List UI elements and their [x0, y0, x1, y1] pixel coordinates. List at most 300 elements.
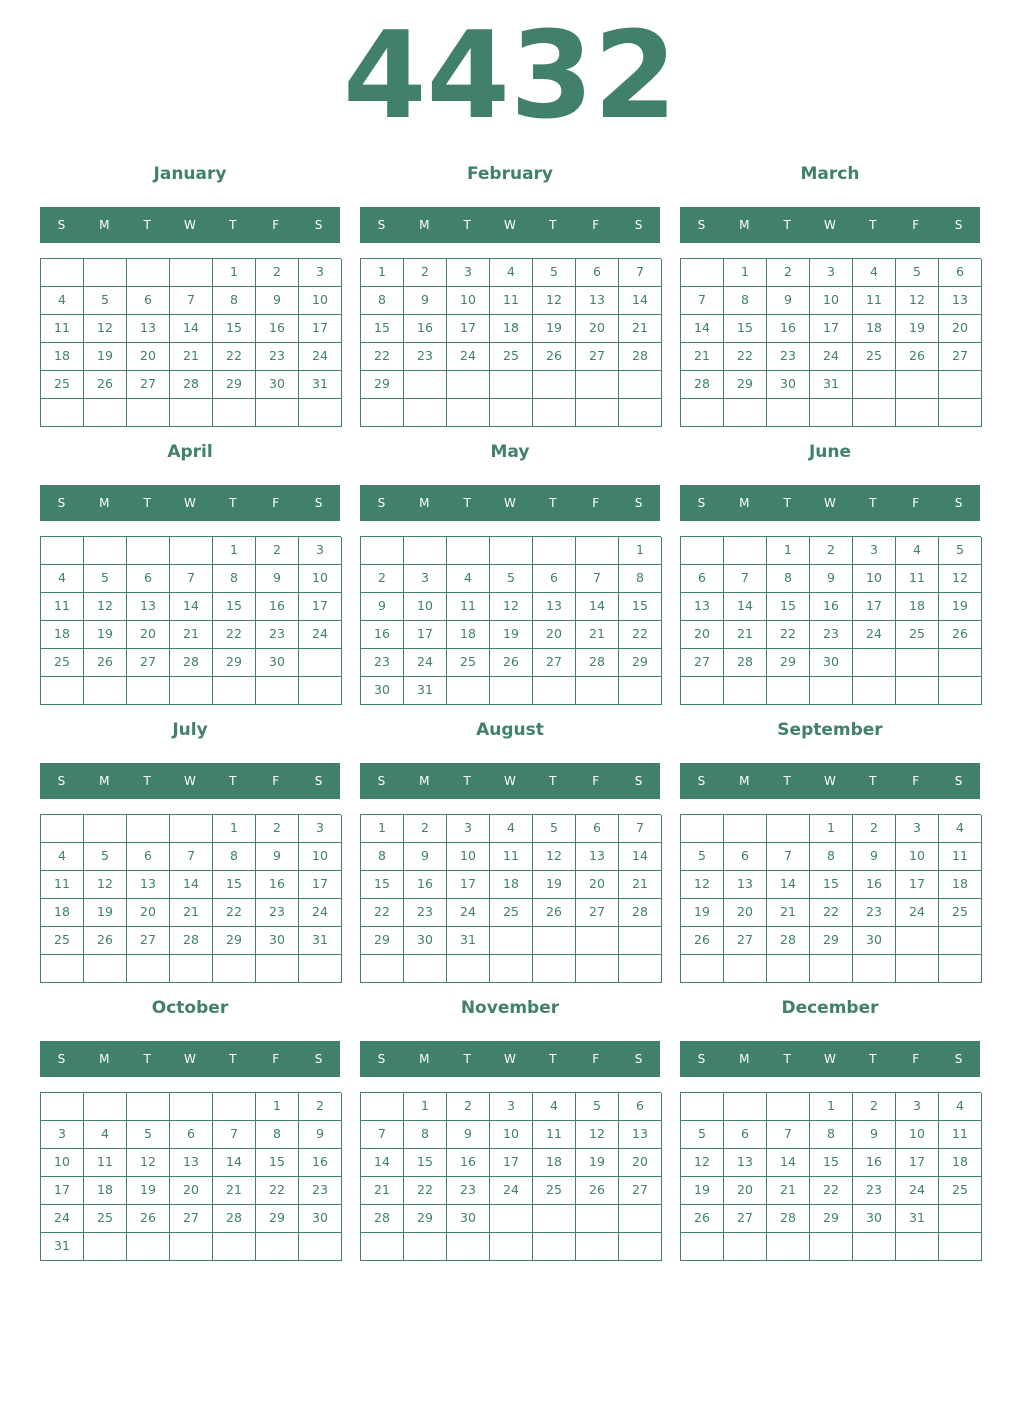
- day-cell: [213, 955, 256, 983]
- day-cell: 28: [170, 927, 213, 955]
- weekday-label: W: [824, 496, 836, 510]
- day-cell: 22: [404, 1177, 447, 1205]
- day-cell: 11: [533, 1121, 576, 1149]
- day-cell: 31: [447, 927, 490, 955]
- day-cell: [299, 1233, 342, 1261]
- day-cell: [490, 677, 533, 705]
- day-cell: 4: [490, 259, 533, 287]
- day-cell: [533, 537, 576, 565]
- day-cell: 31: [299, 927, 342, 955]
- day-cell: 26: [84, 649, 127, 677]
- day-cell: 10: [896, 843, 939, 871]
- weekday-label: S: [634, 496, 643, 510]
- day-cell: 6: [576, 259, 619, 287]
- day-cell: [853, 1233, 896, 1261]
- day-cell: 28: [619, 343, 662, 371]
- day-cell: 16: [256, 593, 299, 621]
- day-cell: 11: [939, 843, 982, 871]
- day-cell: 1: [361, 815, 404, 843]
- day-cell: 8: [361, 843, 404, 871]
- weekday-label: F: [272, 1052, 280, 1066]
- weekday-label: F: [592, 496, 600, 510]
- weekday-label: S: [377, 774, 386, 788]
- day-cell: [810, 955, 853, 983]
- day-cell: 30: [767, 371, 810, 399]
- day-cell: [447, 955, 490, 983]
- weekday-header: [680, 763, 980, 799]
- day-cell: 22: [767, 621, 810, 649]
- day-cell: [84, 1233, 127, 1261]
- day-cell: [939, 1205, 982, 1233]
- day-grid: [360, 814, 661, 983]
- day-cell: [170, 815, 213, 843]
- day-cell: 20: [619, 1149, 662, 1177]
- day-cell: 3: [299, 815, 342, 843]
- day-cell: [170, 259, 213, 287]
- day-cell: [619, 1233, 662, 1261]
- day-cell: 31: [41, 1233, 84, 1261]
- day-cell: 6: [724, 1121, 767, 1149]
- day-cell: 27: [170, 1205, 213, 1233]
- day-cell: 10: [299, 287, 342, 315]
- day-cell: [490, 955, 533, 983]
- month-name: June: [808, 442, 852, 462]
- day-cell: 27: [127, 649, 170, 677]
- day-cell: 2: [256, 537, 299, 565]
- day-cell: 11: [41, 593, 84, 621]
- day-cell: 20: [576, 871, 619, 899]
- day-cell: [361, 537, 404, 565]
- day-cell: [619, 399, 662, 427]
- day-cell: 18: [84, 1177, 127, 1205]
- day-cell: 22: [361, 899, 404, 927]
- day-cell: 15: [213, 871, 256, 899]
- day-cell: 14: [724, 593, 767, 621]
- day-cell: 13: [619, 1121, 662, 1149]
- day-cell: 17: [41, 1177, 84, 1205]
- day-cell: 14: [767, 1149, 810, 1177]
- day-cell: 7: [170, 843, 213, 871]
- day-cell: [724, 537, 767, 565]
- day-cell: 17: [896, 1149, 939, 1177]
- day-cell: 26: [84, 927, 127, 955]
- day-cell: 17: [299, 315, 342, 343]
- day-cell: 2: [404, 259, 447, 287]
- day-cell: 5: [84, 287, 127, 315]
- day-cell: 17: [810, 315, 853, 343]
- day-grid: [680, 536, 981, 705]
- day-cell: 15: [810, 1149, 853, 1177]
- weekday-label: S: [954, 496, 963, 510]
- day-cell: [810, 399, 853, 427]
- day-cell: 3: [896, 815, 939, 843]
- day-cell: [84, 1093, 127, 1121]
- day-cell: 3: [896, 1093, 939, 1121]
- day-cell: 6: [939, 259, 982, 287]
- day-grid: [40, 258, 341, 427]
- day-cell: [127, 537, 170, 565]
- weekday-label: W: [824, 1052, 836, 1066]
- day-grid: [360, 1092, 661, 1261]
- day-cell: 28: [767, 927, 810, 955]
- day-cell: 28: [681, 371, 724, 399]
- day-cell: [447, 371, 490, 399]
- day-cell: 18: [490, 871, 533, 899]
- day-cell: 4: [939, 815, 982, 843]
- day-cell: 7: [681, 287, 724, 315]
- day-cell: 8: [361, 287, 404, 315]
- day-cell: 6: [127, 843, 170, 871]
- day-cell: [490, 927, 533, 955]
- day-cell: 28: [170, 649, 213, 677]
- day-cell: 19: [533, 871, 576, 899]
- weekday-label: S: [954, 218, 963, 232]
- day-cell: 16: [853, 871, 896, 899]
- day-cell: 29: [361, 927, 404, 955]
- day-cell: 3: [299, 537, 342, 565]
- day-cell: 24: [299, 899, 342, 927]
- weekday-label: F: [272, 218, 280, 232]
- day-cell: 9: [447, 1121, 490, 1149]
- day-cell: 3: [447, 815, 490, 843]
- weekday-label: M: [739, 496, 750, 510]
- day-cell: 12: [490, 593, 533, 621]
- day-cell: 25: [853, 343, 896, 371]
- day-cell: 29: [361, 371, 404, 399]
- day-cell: [41, 955, 84, 983]
- day-cell: 18: [41, 343, 84, 371]
- day-cell: 25: [896, 621, 939, 649]
- day-cell: [447, 1233, 490, 1261]
- day-cell: 16: [299, 1149, 342, 1177]
- day-cell: 23: [256, 343, 299, 371]
- day-cell: 7: [213, 1121, 256, 1149]
- day-cell: 16: [447, 1149, 490, 1177]
- day-cell: [724, 815, 767, 843]
- day-cell: [127, 677, 170, 705]
- day-cell: [299, 677, 342, 705]
- weekday-label: M: [99, 218, 110, 232]
- day-cell: 11: [853, 287, 896, 315]
- weekday-label: F: [912, 218, 920, 232]
- day-cell: [127, 1233, 170, 1261]
- weekday-label: S: [697, 774, 706, 788]
- day-cell: 14: [767, 871, 810, 899]
- day-cell: 26: [681, 1205, 724, 1233]
- day-cell: 18: [490, 315, 533, 343]
- month-name: February: [466, 164, 554, 184]
- weekday-label: T: [869, 774, 877, 788]
- day-cell: 15: [213, 315, 256, 343]
- day-cell: 14: [361, 1149, 404, 1177]
- day-cell: [490, 1233, 533, 1261]
- day-cell: 28: [361, 1205, 404, 1233]
- day-cell: [896, 399, 939, 427]
- day-cell: 11: [896, 565, 939, 593]
- day-cell: 21: [619, 315, 662, 343]
- day-cell: 6: [533, 565, 576, 593]
- day-cell: 12: [681, 871, 724, 899]
- weekday-label: F: [272, 774, 280, 788]
- day-cell: 15: [404, 1149, 447, 1177]
- day-cell: [447, 677, 490, 705]
- day-cell: [533, 927, 576, 955]
- day-cell: [681, 537, 724, 565]
- weekday-header: [40, 763, 340, 799]
- day-cell: 12: [939, 565, 982, 593]
- day-cell: 4: [490, 815, 533, 843]
- day-cell: 30: [256, 649, 299, 677]
- day-cell: 14: [619, 843, 662, 871]
- day-cell: 8: [213, 565, 256, 593]
- weekday-label: F: [912, 1052, 920, 1066]
- day-cell: 29: [213, 927, 256, 955]
- day-cell: 14: [213, 1149, 256, 1177]
- day-cell: [724, 677, 767, 705]
- day-cell: 20: [127, 621, 170, 649]
- day-cell: 27: [619, 1177, 662, 1205]
- weekday-label: T: [463, 774, 471, 788]
- day-cell: [361, 1093, 404, 1121]
- day-cell: [681, 1093, 724, 1121]
- day-cell: 30: [256, 927, 299, 955]
- day-cell: 25: [41, 649, 84, 677]
- weekday-label: S: [634, 218, 643, 232]
- day-grid: [40, 814, 341, 983]
- day-cell: 4: [41, 565, 84, 593]
- day-cell: [939, 955, 982, 983]
- day-cell: 24: [810, 343, 853, 371]
- day-cell: 16: [810, 593, 853, 621]
- day-cell: [361, 1233, 404, 1261]
- day-cell: 21: [170, 621, 213, 649]
- day-cell: 22: [810, 1177, 853, 1205]
- weekday-label: T: [549, 1052, 557, 1066]
- day-cell: 15: [767, 593, 810, 621]
- weekday-label: S: [314, 774, 323, 788]
- day-cell: 29: [256, 1205, 299, 1233]
- day-cell: 19: [681, 1177, 724, 1205]
- day-cell: 24: [896, 1177, 939, 1205]
- day-cell: 19: [127, 1177, 170, 1205]
- day-cell: 30: [853, 1205, 896, 1233]
- weekday-label: T: [783, 496, 791, 510]
- day-cell: [490, 371, 533, 399]
- day-cell: [361, 955, 404, 983]
- day-cell: 19: [490, 621, 533, 649]
- day-cell: 24: [447, 899, 490, 927]
- day-cell: 11: [490, 843, 533, 871]
- day-cell: 15: [256, 1149, 299, 1177]
- weekday-label: S: [377, 496, 386, 510]
- day-cell: 21: [681, 343, 724, 371]
- day-cell: 15: [724, 315, 767, 343]
- weekday-label: T: [549, 218, 557, 232]
- day-cell: [681, 399, 724, 427]
- weekday-label: T: [869, 1052, 877, 1066]
- day-cell: 1: [767, 537, 810, 565]
- day-cell: 14: [170, 593, 213, 621]
- day-cell: 26: [84, 371, 127, 399]
- day-grid: [680, 1092, 981, 1261]
- month-name: November: [460, 998, 560, 1018]
- day-cell: [767, 399, 810, 427]
- day-cell: 8: [810, 843, 853, 871]
- day-cell: 9: [404, 287, 447, 315]
- day-cell: 14: [576, 593, 619, 621]
- weekday-label: S: [314, 496, 323, 510]
- day-cell: [170, 955, 213, 983]
- day-cell: 12: [533, 287, 576, 315]
- day-cell: 24: [404, 649, 447, 677]
- weekday-label: F: [912, 774, 920, 788]
- day-cell: 23: [299, 1177, 342, 1205]
- day-cell: 27: [724, 927, 767, 955]
- day-cell: 23: [810, 621, 853, 649]
- day-cell: 10: [299, 843, 342, 871]
- day-cell: 1: [404, 1093, 447, 1121]
- day-cell: 31: [810, 371, 853, 399]
- day-cell: [213, 1233, 256, 1261]
- day-cell: 25: [533, 1177, 576, 1205]
- day-cell: 13: [127, 871, 170, 899]
- day-cell: 10: [447, 287, 490, 315]
- day-cell: 8: [256, 1121, 299, 1149]
- day-cell: 20: [724, 1177, 767, 1205]
- day-cell: 26: [939, 621, 982, 649]
- day-cell: 20: [127, 899, 170, 927]
- weekday-label: S: [634, 774, 643, 788]
- day-cell: 23: [404, 899, 447, 927]
- day-cell: [681, 677, 724, 705]
- day-cell: 15: [361, 315, 404, 343]
- weekday-label: S: [57, 496, 66, 510]
- day-cell: 16: [767, 315, 810, 343]
- day-cell: 10: [490, 1121, 533, 1149]
- day-cell: 1: [810, 1093, 853, 1121]
- day-cell: [170, 399, 213, 427]
- day-cell: 16: [404, 871, 447, 899]
- day-cell: 2: [256, 815, 299, 843]
- day-cell: 22: [724, 343, 767, 371]
- day-cell: 5: [533, 259, 576, 287]
- day-cell: 23: [404, 343, 447, 371]
- day-cell: [576, 371, 619, 399]
- day-cell: 13: [127, 593, 170, 621]
- day-cell: 11: [41, 315, 84, 343]
- day-cell: 21: [619, 871, 662, 899]
- day-cell: 7: [619, 259, 662, 287]
- weekday-label: W: [184, 1052, 196, 1066]
- weekday-label: W: [504, 1052, 516, 1066]
- day-cell: 11: [84, 1149, 127, 1177]
- day-cell: 7: [767, 843, 810, 871]
- day-cell: 31: [299, 371, 342, 399]
- weekday-label: T: [143, 496, 151, 510]
- day-cell: 1: [213, 259, 256, 287]
- day-grid: [40, 1092, 341, 1261]
- month-name: August: [476, 720, 544, 740]
- day-grid: [360, 258, 661, 427]
- day-cell: 26: [896, 343, 939, 371]
- day-cell: [853, 677, 896, 705]
- day-cell: 9: [361, 593, 404, 621]
- weekday-header: [360, 1041, 660, 1077]
- day-cell: 28: [170, 371, 213, 399]
- day-cell: 12: [84, 593, 127, 621]
- day-cell: 7: [170, 287, 213, 315]
- day-cell: 1: [213, 537, 256, 565]
- day-cell: 5: [84, 843, 127, 871]
- weekday-header: [40, 485, 340, 521]
- day-cell: 23: [447, 1177, 490, 1205]
- day-cell: 4: [41, 287, 84, 315]
- day-cell: 12: [896, 287, 939, 315]
- day-cell: [84, 815, 127, 843]
- day-cell: 8: [724, 287, 767, 315]
- day-cell: 6: [681, 565, 724, 593]
- day-cell: 29: [724, 371, 767, 399]
- day-cell: 16: [256, 871, 299, 899]
- weekday-label: M: [419, 774, 430, 788]
- day-cell: 20: [576, 315, 619, 343]
- weekday-label: M: [99, 1052, 110, 1066]
- day-cell: 18: [447, 621, 490, 649]
- day-cell: 19: [84, 621, 127, 649]
- day-cell: 30: [299, 1205, 342, 1233]
- day-cell: [939, 1233, 982, 1261]
- day-cell: 4: [447, 565, 490, 593]
- day-cell: 24: [299, 621, 342, 649]
- day-cell: [41, 815, 84, 843]
- day-cell: 19: [681, 899, 724, 927]
- day-cell: 27: [939, 343, 982, 371]
- day-cell: 22: [213, 343, 256, 371]
- day-cell: [490, 537, 533, 565]
- day-cell: 18: [939, 1149, 982, 1177]
- day-cell: 12: [576, 1121, 619, 1149]
- day-cell: 3: [404, 565, 447, 593]
- weekday-label: S: [697, 218, 706, 232]
- day-cell: 27: [127, 927, 170, 955]
- day-cell: [767, 1233, 810, 1261]
- day-cell: 30: [810, 649, 853, 677]
- day-cell: 3: [853, 537, 896, 565]
- day-cell: [939, 927, 982, 955]
- day-cell: [853, 955, 896, 983]
- weekday-label: W: [184, 218, 196, 232]
- day-cell: 26: [533, 343, 576, 371]
- day-cell: 20: [681, 621, 724, 649]
- weekday-label: M: [739, 774, 750, 788]
- day-cell: 18: [41, 621, 84, 649]
- day-cell: 2: [361, 565, 404, 593]
- day-cell: 16: [361, 621, 404, 649]
- day-cell: 24: [490, 1177, 533, 1205]
- day-cell: 3: [810, 259, 853, 287]
- day-cell: 30: [361, 677, 404, 705]
- day-cell: [256, 1233, 299, 1261]
- weekday-label: T: [783, 218, 791, 232]
- day-cell: 30: [853, 927, 896, 955]
- day-cell: 28: [619, 899, 662, 927]
- day-cell: 17: [404, 621, 447, 649]
- day-cell: 18: [41, 899, 84, 927]
- day-cell: 4: [853, 259, 896, 287]
- day-cell: 26: [681, 927, 724, 955]
- day-cell: 27: [533, 649, 576, 677]
- day-cell: [767, 955, 810, 983]
